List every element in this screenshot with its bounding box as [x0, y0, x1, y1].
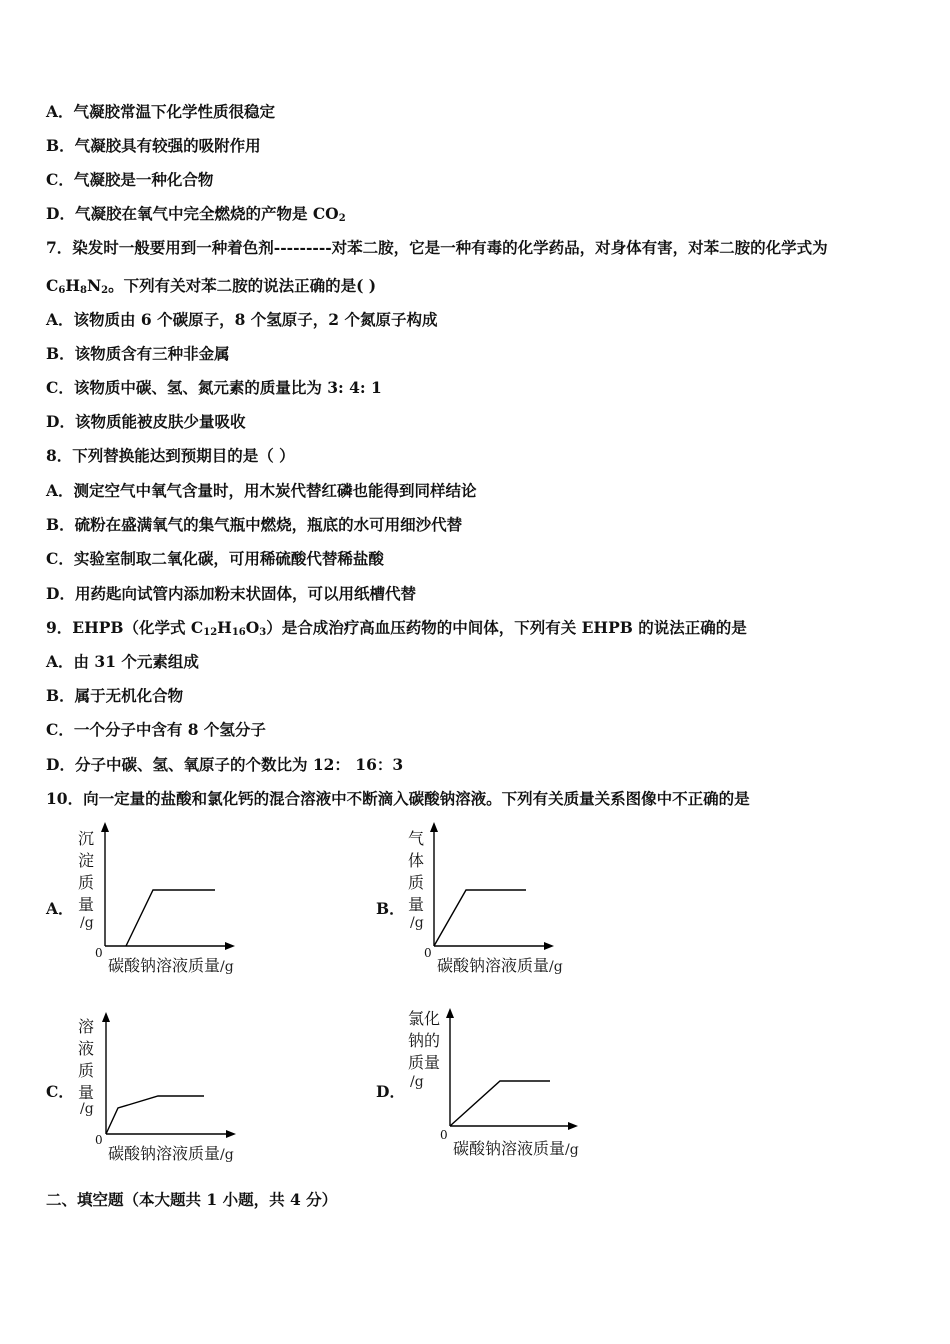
graph-a-ylabel: 沉 淀 质 量 [78, 829, 95, 914]
graph-d-curve [450, 1081, 550, 1126]
graph-b-xlabel: 碳酸钠溶液质量/g [437, 956, 563, 975]
q9-option-d: D．分子中碳、氢、氧原子的个数比为 12： 16：3 [46, 755, 404, 774]
q7-option-a: A．该物质由 6 个碳原子，8 个氢原子，2 个氮原子构成 [46, 310, 438, 329]
q6-option-b: B．气凝胶具有较强的吸附作用 [46, 136, 261, 155]
q10-stem: 10．向一定量的盐酸和氯化钙的混合溶液中不断滴入碳酸钠溶液。下列有关质量关系图像中不正确的是 [46, 789, 750, 808]
q9-option-a: A．由 31 个元素组成 [46, 652, 199, 671]
graph-c-plot [96, 1012, 236, 1144]
q8-stem: 8．下列替换能达到预期目的是（ ） [46, 446, 295, 465]
section-2-heading: 二、填空题（本大题共 1 小题，共 4 分） [46, 1190, 338, 1209]
q6-option-a: A．气凝胶常温下化学性质很稳定 [46, 102, 276, 121]
graph-c-curve [106, 1096, 204, 1134]
graph-c-label: C． [46, 1082, 74, 1101]
q7-stem-line1: 7．染发时一般要用到一种着色剂---------对苯二胺，它是一种有毒的化学药品，对身体有害，对苯二胺的化学式为 [46, 238, 828, 257]
graph-b-curve [434, 890, 526, 946]
graph-c-yunit: /g [80, 1101, 94, 1117]
q6-option-c: C．气凝胶是一种化合物 [46, 170, 214, 189]
graph-b-label: B． [376, 899, 405, 918]
q8-option-b: B．硫粉在盛满氧气的集气瓶中燃烧，瓶底的水可用细沙代替 [46, 515, 463, 534]
q7-option-b: B．该物质含有三种非金属 [46, 344, 230, 363]
q7-option-c: C．该物质中碳、氢、氮元素的质量比为 3: 4: 1 [46, 378, 382, 397]
q7-stem-line2: $C_6H_8N_2$。下列有关对苯二胺的说法正确的是( ) [46, 276, 377, 296]
graph-a-label: A． [46, 899, 74, 918]
q7-option-d: D．该物质能被皮肤少量吸收 [46, 412, 246, 431]
q8-option-c: C．实验室制取二氧化碳，可用稀硫酸代替稀盐酸 [46, 549, 384, 568]
graph-d-plot [440, 1008, 580, 1136]
graph-b-plot [424, 822, 559, 956]
q8-option-a: A．测定空气中氧气含量时，用木炭代替红磷也能得到同样结论 [46, 481, 477, 500]
graph-c-origin: 0 [95, 1133, 103, 1147]
q9-option-b: B．属于无机化合物 [46, 686, 184, 705]
graph-a-plot [95, 822, 235, 956]
q6-option-d: D．气凝胶在氧气中完全燃烧的产物是 $CO_2$ [46, 204, 346, 224]
graph-a-curve [126, 890, 215, 946]
graph-b-ylabel: 气 体 质 量 [408, 829, 425, 914]
graph-d-label: D． [376, 1082, 405, 1101]
graph-a-yunit: /g [80, 915, 94, 931]
graph-c-xlabel: 碳酸钠溶液质量/g [108, 1144, 234, 1163]
graph-a-xlabel: 碳酸钠溶液质量/g [108, 956, 234, 975]
graph-d-xlabel: 碳酸钠溶液质量/g [453, 1139, 579, 1158]
q9-stem: 9．EHPB（化学式 $C_{12}H_{16}O_3$）是合成治疗高血压药物的中间体，下列有关 EHPB 的说法正确的是 [46, 618, 747, 638]
graph-a-origin: 0 [95, 946, 103, 960]
q9-option-c: C．一个分子中含有 8 个氢分子 [46, 720, 266, 739]
graph-b-origin: 0 [424, 946, 432, 960]
graph-d-ylabel: 氯化 钠的 质量 [408, 1009, 441, 1072]
graph-d-origin: 0 [440, 1128, 448, 1142]
q8-option-d: D．用药匙向试管内添加粉末状固体，可以用纸槽代替 [46, 584, 416, 603]
graph-d-yunit: /g [410, 1074, 424, 1090]
graph-b-yunit: /g [410, 915, 424, 931]
graph-c-ylabel: 溶 液 质 量 [78, 1017, 95, 1102]
